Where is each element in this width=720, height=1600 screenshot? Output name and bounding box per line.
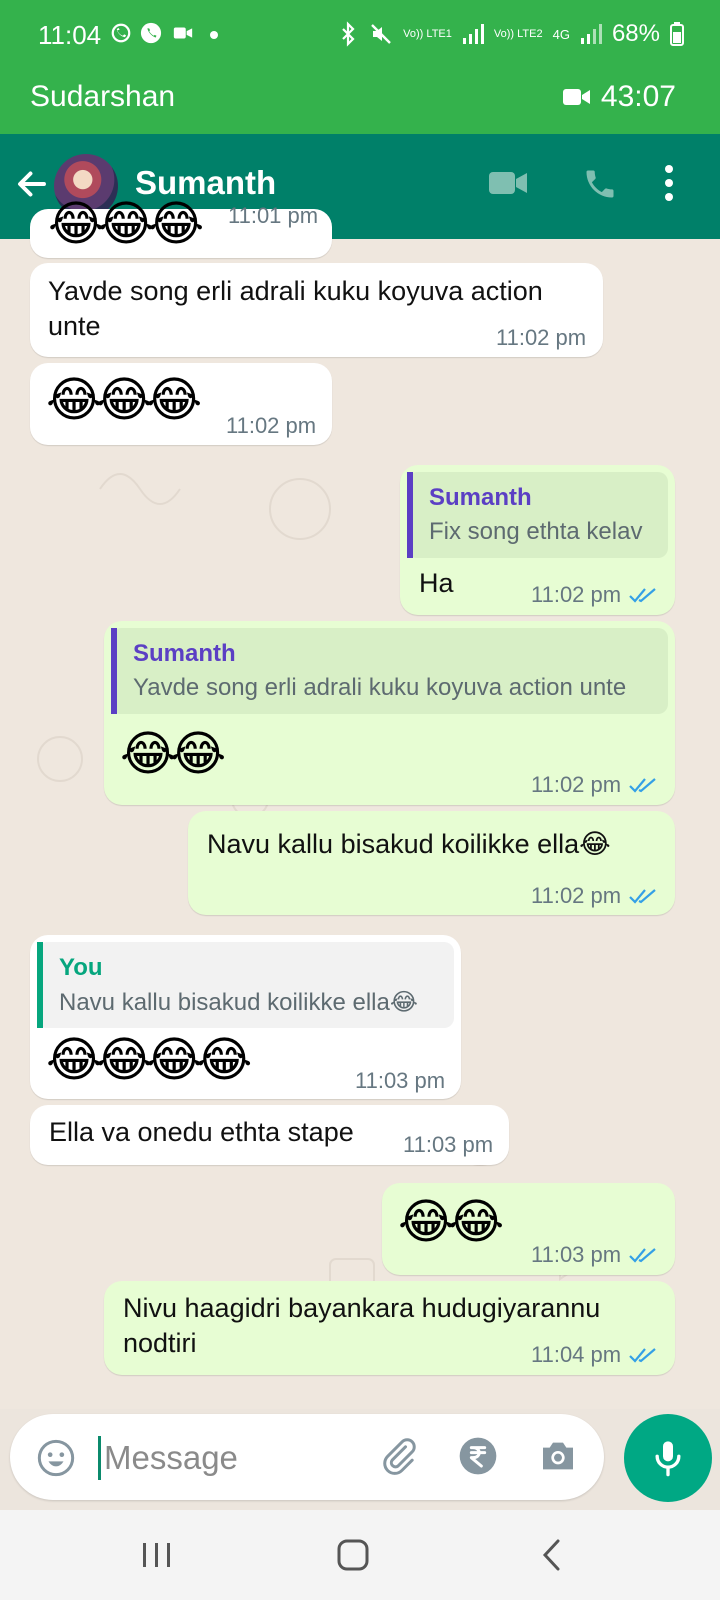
message-partial[interactable] <box>30 198 332 258</box>
message-time: 11:02 pm <box>226 413 317 438</box>
recent-apps-icon[interactable] <box>140 1540 174 1570</box>
phone-icon[interactable] <box>582 166 618 202</box>
signal1-icon <box>462 23 484 45</box>
reply-quote[interactable] <box>37 942 454 1028</box>
message-time: 11:01 pm <box>228 203 319 228</box>
call-duration: 43:07 <box>600 80 676 113</box>
read-receipt-icon <box>629 887 657 905</box>
message-emoji: 😂😂 <box>398 1196 499 1249</box>
camera-icon[interactable] <box>538 1436 578 1476</box>
message-text: Yavde song erli adrali kuku koyuva action unte <box>48 276 543 341</box>
message-composer[interactable] <box>10 1414 604 1500</box>
quote-bar <box>111 628 117 714</box>
read-receipt-icon <box>629 1346 657 1364</box>
home-icon[interactable] <box>336 1538 370 1572</box>
video-notification-icon <box>172 22 194 44</box>
message-time: 11:04 pm <box>531 1342 622 1367</box>
quote-author: Sumanth <box>429 484 532 511</box>
quote-bar <box>407 472 413 558</box>
message-emoji: 😂😂😂 <box>46 374 197 427</box>
contact-name[interactable]: Sumanth <box>135 164 277 201</box>
message-outgoing[interactable] <box>382 1183 675 1275</box>
message-text: Ella va onedu ethta stape <box>49 1117 354 1147</box>
message-time: 11:03 pm <box>531 1242 622 1267</box>
4g-label: 4G <box>552 26 570 42</box>
message-outgoing[interactable] <box>400 465 675 615</box>
message-time: 11:03 pm <box>403 1132 494 1157</box>
message-incoming[interactable] <box>30 363 332 445</box>
mute-icon <box>369 22 393 46</box>
message-time: 11:02 pm <box>531 772 622 797</box>
dot-indicator-icon <box>209 30 219 40</box>
message-text: Ha <box>419 568 454 598</box>
text-caret <box>98 1436 101 1480</box>
read-receipt-icon <box>629 586 657 604</box>
emoji-icon[interactable] <box>36 1438 76 1478</box>
system-nav-bar <box>0 1510 720 1600</box>
whatsapp-call-icon <box>140 22 162 44</box>
quote-author: Sumanth <box>133 640 236 667</box>
back-arrow-icon[interactable] <box>14 166 50 202</box>
whatsapp-notification-icon <box>110 22 132 44</box>
read-receipt-icon <box>629 1246 657 1264</box>
caller-name: Sudarshan <box>30 80 176 113</box>
read-receipt-icon <box>629 776 657 794</box>
chat-area[interactable] <box>0 198 720 1409</box>
quote-text: Fix song ethta kelav <box>429 518 643 545</box>
message-incoming[interactable] <box>30 1105 509 1165</box>
lte2-label: Vo)) LTE2 <box>493 27 543 40</box>
quote-bar <box>37 942 43 1028</box>
microphone-icon <box>648 1436 688 1480</box>
bluetooth-icon <box>339 22 359 46</box>
message-time: 11:02 pm <box>496 325 587 350</box>
battery-percent: 68% <box>611 20 660 47</box>
message-emoji: 😂😂😂😂 <box>46 1034 247 1087</box>
battery-icon <box>670 22 684 46</box>
payment-rupee-icon[interactable] <box>458 1436 498 1476</box>
quote-text: Yavde song erli adrali kuku koyuva action unte <box>133 674 627 701</box>
message-time: 11:03 pm <box>355 1068 446 1093</box>
more-options-icon[interactable] <box>664 164 674 202</box>
message-outgoing[interactable] <box>104 621 675 805</box>
video-call-icon <box>563 87 591 107</box>
quote-text: Navu kallu bisakud koilikke ella😂 <box>59 989 418 1016</box>
message-outgoing[interactable] <box>104 1281 675 1375</box>
message-emoji: 😂😂 <box>120 728 221 781</box>
reply-quote[interactable] <box>407 472 668 558</box>
call-banner[interactable] <box>0 0 720 134</box>
signal2-icon <box>580 23 602 45</box>
message-text: Navu kallu bisakud koilikke ella😂 <box>207 829 611 859</box>
status-time: 11:04 <box>38 20 102 50</box>
lte1-label: Vo)) LTE1 <box>403 27 452 40</box>
reply-quote[interactable] <box>111 628 668 714</box>
message-emoji: 😂😂😂 <box>48 198 199 251</box>
message-incoming[interactable] <box>30 263 603 357</box>
voice-record-button[interactable] <box>624 1414 712 1502</box>
message-outgoing[interactable] <box>188 811 675 915</box>
attach-icon[interactable] <box>378 1436 418 1476</box>
quote-author: You <box>59 954 103 981</box>
message-text: Nivu haagidri bayankara hudugiyarannu nodtiri <box>123 1293 601 1358</box>
video-call-icon[interactable] <box>488 168 528 198</box>
back-nav-icon[interactable] <box>540 1538 564 1572</box>
message-time: 11:02 pm <box>531 582 622 607</box>
call-timer <box>563 80 676 114</box>
message-input[interactable] <box>102 1432 366 1484</box>
message-time: 11:02 pm <box>531 883 622 908</box>
message-incoming[interactable] <box>30 935 461 1099</box>
